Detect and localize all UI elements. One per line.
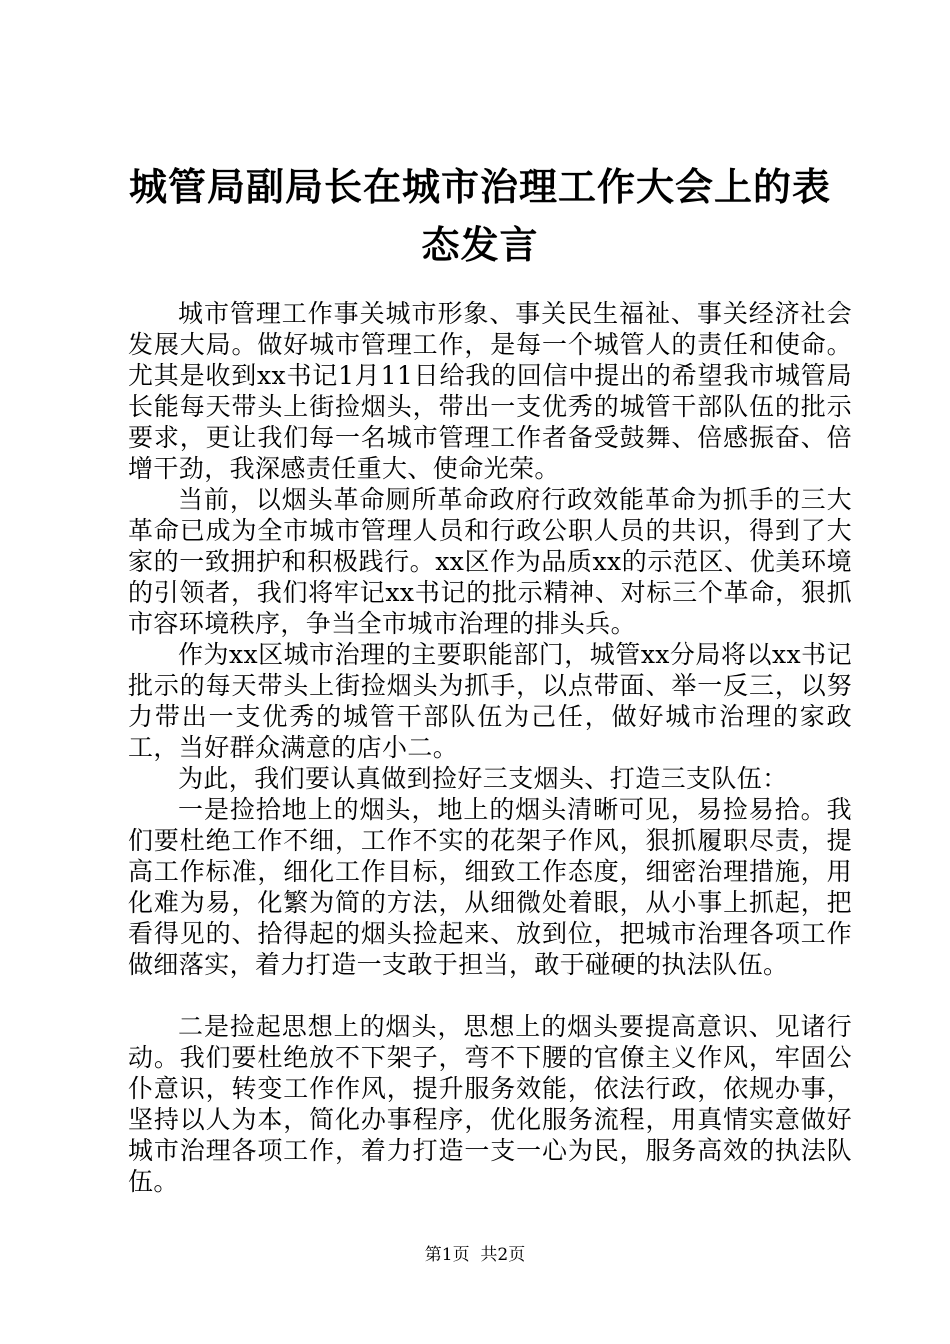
paragraph-3: 作为xx区城市治理的主要职能部门，城管xx分局将以xx书记批示的每天带头上街捡烟头为抓手，以点带面、举一反三，以努力带出一支优秀的城管干部队伍为己任，做好城市治理的家政工，当好群众满意的店小二。 bbox=[128, 640, 852, 762]
paragraph-1: 城市管理工作事关城市形象、事关民生福祉、事关经济社会发展大局。做好城市管理工作，是每一个城管人的责任和使命。尤其是收到xx书记1月11日给我的回信中提出的希望我市城管局长能每天带头上街捡烟头，带出一支优秀的城管干部队伍的批示要求，更让我们每一名城市管理工作者备受鼓舞、倍感振奋、倍增干劲，我深感责任重大、使命光荣。 bbox=[128, 299, 852, 483]
page-footer bbox=[0, 1244, 950, 1266]
document-body bbox=[128, 298, 852, 1197]
paragraph-4: 为此，我们要认真做到捡好三支烟头、打造三支队伍： bbox=[178, 764, 788, 793]
paragraph-2: 当前，以烟头革命厕所革命政府行政效能革命为抓手的三大革命已成为全市城市管理人员和行政公职人员的共识，得到了大家的一致拥护和积极践行。xx区作为品质xx的示范区、优美环境的引领者，我们将牢记xx书记的批示精神、对标三个革命，狠抓市容环境秩序，争当全市城市治理的排头兵。 bbox=[128, 485, 852, 638]
page-indicator: 第1页 共2页 bbox=[424, 1245, 526, 1265]
paragraph-6: 二是捡起思想上的烟头，思想上的烟头要提高意识、见诸行动。我们要杜绝放不下架子，弯不下腰的官僚主义作风，牢固公仆意识，转变工作作风，提升服务效能，依法行政，依规办事，坚持以人为本，简化办事程序，优化服务流程，用真情实意做好城市治理各项工作，着力打造一支一心为民，服务高效的执法队伍。 bbox=[128, 1012, 852, 1196]
paragraph-5: 一是捡拾地上的烟头，地上的烟头清晰可见，易捡易拾。我们要杜绝工作不细，工作不实的花架子作风，狠抓履职尽责，提高工作标准，细化工作目标，细致工作态度，细密治理措施，用化难为易，化繁为简的方法，从细微处着眼，从小事上抓起，把看得见的、拾得起的烟头捡起来、放到位，把城市治理各项工作做细落实，着力打造一支敢于担当，敢于碰硬的执法队伍。 bbox=[128, 795, 852, 979]
document-title: 城管局副局长在城市治理工作大会上的表态发言 bbox=[128, 165, 831, 267]
